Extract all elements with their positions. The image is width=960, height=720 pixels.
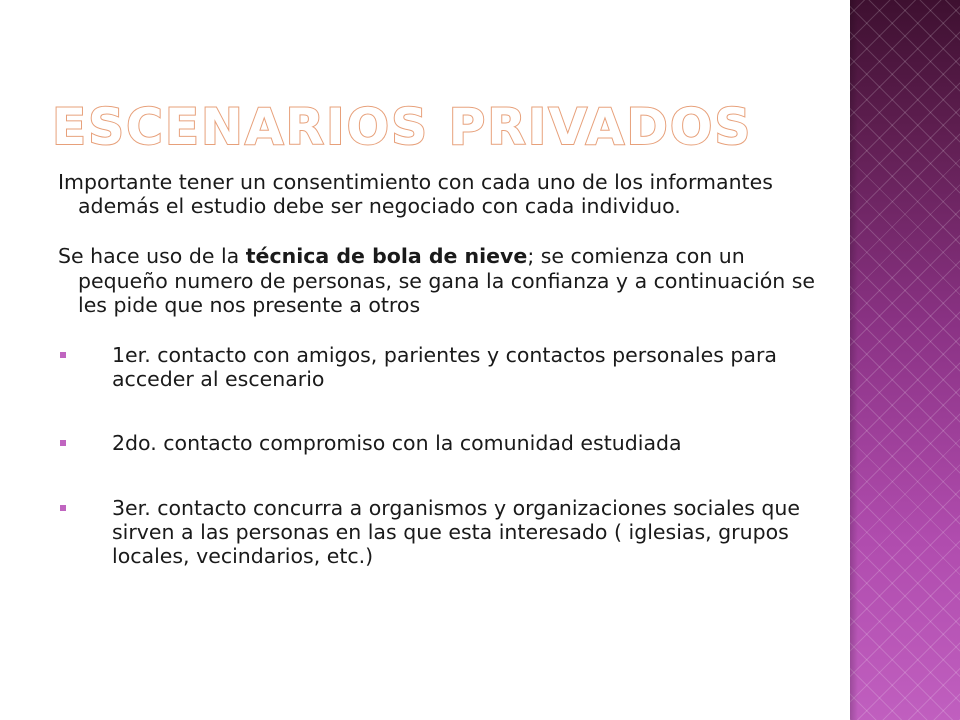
paragraph-snowball-before: Se hace uso de la — [58, 244, 246, 269]
square-bullet-icon — [60, 440, 66, 446]
paragraph-consent-text: Importante tener un consentimiento con cada uno de los informantes además el estudio debe ser negociado con cada individuo. — [58, 170, 773, 219]
side-band-shadow — [850, 0, 858, 720]
bullet-text: 3er. contacto concurra a organismos y organizaciones sociales que sirven a las personas en las que esta interesado ( iglesias, grupos locales, vecindarios, etc.) — [112, 495, 801, 568]
slide-title-text: ESCENARIOS PRIVADOS — [52, 98, 753, 156]
bullet-item-third-contact — [58, 496, 828, 569]
paragraph-snowball-bold: técnica de bola de nieve — [245, 244, 528, 269]
slide-title — [52, 92, 832, 160]
decorative-side-band — [850, 0, 960, 720]
square-bullet-icon — [60, 352, 66, 358]
slide-title-svg — [52, 92, 832, 160]
slide-body — [58, 170, 828, 608]
bullet-item-first-contact — [58, 343, 828, 391]
square-bullet-icon — [60, 505, 66, 511]
bullet-text: 2do. contacto compromiso con la comunidad estudiada — [112, 431, 682, 456]
bullet-text: 1er. contacto con amigos, parientes y contactos personales para acceder al escenario — [112, 342, 777, 392]
bullet-item-second-contact — [58, 431, 828, 455]
bullet-list — [58, 343, 828, 568]
paragraph-consent — [58, 170, 828, 218]
paragraph-snowball-after: ; se comienza con un pequeño numero de personas, se gana la confianza y a continuación se les pide que nos presente a otros — [78, 244, 816, 317]
paragraph-snowball — [58, 244, 828, 317]
